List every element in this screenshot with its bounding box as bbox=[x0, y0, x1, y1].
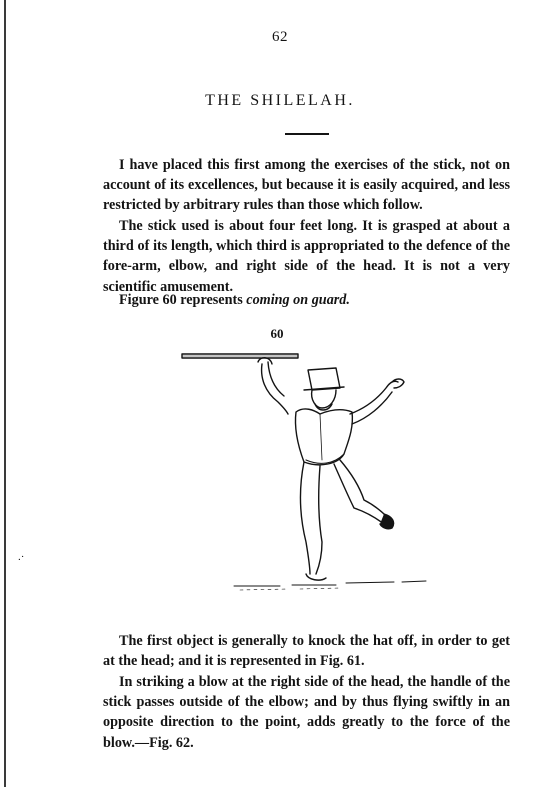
hat bbox=[308, 368, 340, 390]
standing-foot bbox=[306, 574, 326, 580]
page-edge-rule bbox=[4, 0, 6, 787]
left-arm bbox=[350, 381, 398, 414]
paragraph-figure-reference bbox=[103, 290, 510, 310]
page-number: 62 bbox=[272, 29, 288, 45]
chapter-title: THE SHILELAH. bbox=[205, 92, 355, 109]
paragraph-intro: I have placed this first among the exercises of the stick, not on account of its excellences, but because it is easily acquired, and less restricted by arbitrary rules than those which follow. bbox=[103, 157, 510, 214]
torso bbox=[295, 409, 352, 465]
left-hand bbox=[392, 379, 404, 388]
right-arm bbox=[262, 364, 288, 414]
figure-reference-italic: coming on guard. bbox=[246, 292, 350, 308]
raised-foot bbox=[380, 514, 394, 529]
paragraph-stick-description: The stick used is about four feet long. It is grasped at about a third of its length, which third is appropriated to the defence of the fore-arm, elbow, and right side of the head. It is not a very scientific amusement. bbox=[103, 218, 510, 295]
raised-leg bbox=[334, 464, 384, 524]
standing-leg bbox=[300, 462, 310, 574]
title-divider bbox=[285, 133, 329, 135]
figure-number: 60 bbox=[270, 326, 284, 341]
margin-speck: .· bbox=[18, 551, 25, 563]
paragraph-first-object: The first object is generally to knock the hat off, in order to get at the head; and it is represented in Fig. 61. bbox=[103, 633, 510, 670]
ground-line bbox=[234, 581, 426, 586]
figure-reference-text: Figure 60 represents bbox=[119, 292, 247, 308]
paragraph-striking-blow: In striking a blow at the right side of the head, the handle of the stick passes outside of the elbow; and by thus flying swiftly in an opposite direction to the point, adds greatly to the force of the blow.—Fig. 62. bbox=[103, 674, 510, 751]
figure-60-illustration bbox=[170, 342, 440, 602]
